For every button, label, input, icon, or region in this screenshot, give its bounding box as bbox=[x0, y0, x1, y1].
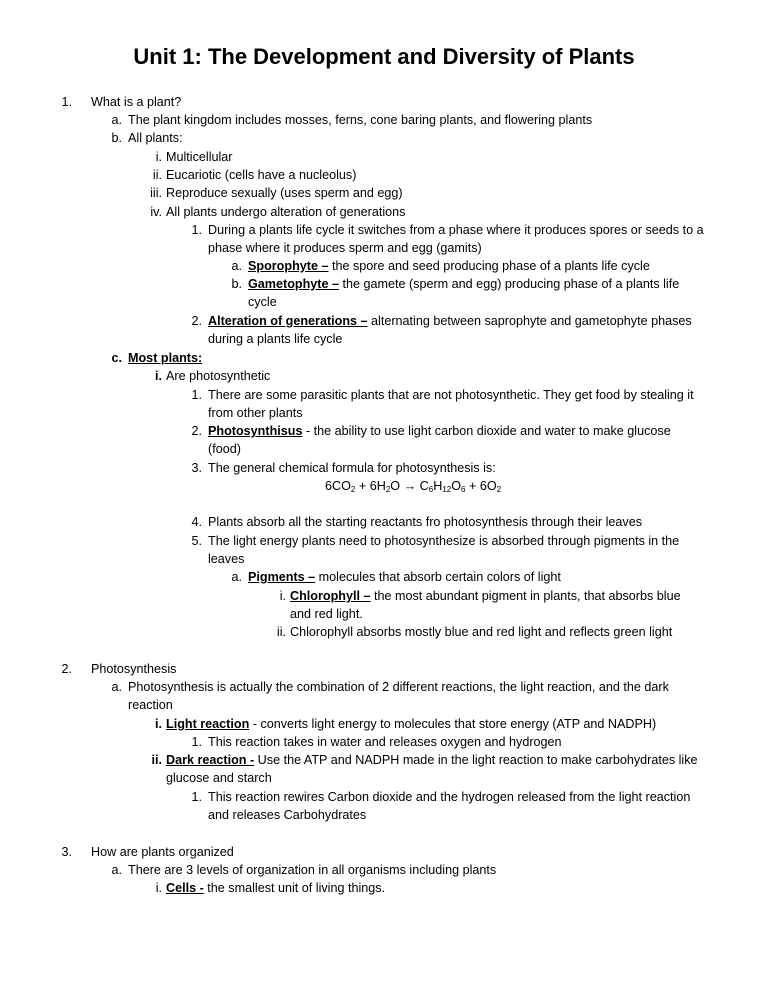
item-2a-i-1-text: This reaction takes in water and releases oxygen and hydrogen bbox=[208, 735, 562, 749]
item-1b-ii-marker: ii. bbox=[152, 168, 162, 182]
item-3a-i-marker: i. bbox=[155, 881, 162, 895]
alteration-definition bbox=[208, 314, 692, 329]
item-1a-marker: a. bbox=[111, 113, 122, 127]
item-1b-marker: b. bbox=[111, 131, 122, 145]
item-2a-ii-1-line1: This reaction rewires Carbon dioxide and the hydrogen released from the light reaction bbox=[208, 790, 691, 804]
dark-reaction-definition bbox=[166, 753, 698, 768]
cells-text: the smallest unit of living things. bbox=[203, 881, 386, 895]
term-gametophyte: Gametophyte – bbox=[248, 277, 339, 291]
item-1c-i-5-a-ii-marker: ii. bbox=[276, 625, 286, 639]
sporophyte-text: the spore and seed producing phase of a plants life cycle bbox=[328, 259, 650, 273]
item-1b-iv-2-marker: 2. bbox=[191, 314, 202, 328]
term-photosynthisus: Photosynthisus bbox=[208, 424, 303, 438]
term-pigments: Pigments – bbox=[248, 570, 316, 584]
arrow-right-icon: → bbox=[403, 479, 417, 493]
item-1b-iv-1-marker: 1. bbox=[191, 223, 202, 237]
term-sporophyte: Sporophyte – bbox=[248, 259, 329, 273]
item-1c-i-2-marker: 2. bbox=[191, 424, 202, 438]
gametophyte-definition bbox=[248, 277, 679, 292]
item-1c-i-4-marker: 4. bbox=[191, 515, 202, 529]
item-2a-i-marker: i. bbox=[155, 717, 162, 731]
item-pigments-marker: a. bbox=[231, 570, 242, 584]
item-2a-line2: reaction bbox=[128, 698, 173, 712]
item-sporophyte-marker: a. bbox=[231, 259, 242, 273]
item-1b-iv-1-line1: During a plants life cycle it switches from a phase where it produces spores or seeds to a bbox=[208, 223, 704, 237]
formula-subscript: 2 bbox=[496, 485, 502, 494]
chlorophyll-text-line2: and red light. bbox=[290, 607, 363, 621]
item-1c-i-1-marker: 1. bbox=[191, 388, 202, 402]
item-1c-i-5-line1: The light energy plants need to photosynthesize is absorbed through pigments in the bbox=[208, 534, 680, 548]
item-1b-i-text: Multicellular bbox=[166, 150, 233, 164]
term-alteration-of-generations: Alteration of generations – bbox=[208, 314, 368, 328]
item-1c-i-5-a-ii-text: Chlorophyll absorbs mostly blue and red light and reflects green light bbox=[290, 625, 673, 639]
photosynthisus-definition bbox=[208, 424, 671, 439]
gametophyte-text-line1: the gamete (sperm and egg) producing phase of a plants life bbox=[338, 277, 680, 291]
item-2a-i-1-marker: 1. bbox=[191, 735, 202, 749]
item-1b-iv-text: All plants undergo alteration of generations bbox=[166, 205, 406, 219]
cells-definition bbox=[166, 881, 385, 896]
section-2-marker: 2. bbox=[61, 662, 72, 676]
item-gametophyte-marker: b. bbox=[231, 277, 242, 291]
dark-reaction-text-line2: glucose and starch bbox=[166, 771, 272, 785]
item-1b-text: All plants: bbox=[128, 131, 183, 145]
section-3-heading: How are plants organized bbox=[91, 845, 234, 859]
item-1c-i-5-line2: leaves bbox=[208, 552, 245, 566]
item-1b-iii-text: Reproduce sexually (uses sperm and egg) bbox=[166, 186, 403, 200]
formula-subscript: 2 bbox=[350, 485, 356, 494]
item-1c-i-1-line2: from other plants bbox=[208, 406, 303, 420]
item-1c-i-3-marker: 3. bbox=[191, 461, 202, 475]
section-1-marker: 1. bbox=[61, 95, 72, 109]
gametophyte-text-line2: cycle bbox=[248, 295, 277, 309]
item-1b-iv-marker: iv. bbox=[150, 205, 162, 219]
dark-reaction-text-line1: Use the ATP and NADPH made in the light reaction to make carbohydrates like bbox=[254, 753, 698, 767]
light-reaction-definition bbox=[166, 717, 656, 732]
section-1-heading: What is a plant? bbox=[91, 95, 182, 109]
pigments-definition bbox=[248, 570, 561, 585]
term-chlorophyll: Chlorophyll – bbox=[290, 589, 371, 603]
item-1b-i-marker: i. bbox=[155, 150, 162, 164]
item-chlorophyll-marker: i. bbox=[279, 589, 286, 603]
formula-subscript: 12 bbox=[442, 485, 452, 494]
item-1c-marker: c. bbox=[111, 351, 122, 365]
formula-part: C bbox=[416, 479, 429, 493]
item-2a-line1: Photosynthesis is actually the combination of 2 different reactions, the light reaction, and the dark bbox=[128, 680, 669, 694]
item-1c-i-4-text: Plants absorb all the starting reactants fro photosynthesis through their leaves bbox=[208, 515, 643, 529]
item-2a-ii-marker: ii. bbox=[151, 753, 162, 767]
section-2-heading: Photosynthesis bbox=[91, 662, 177, 676]
formula-subscript: 6 bbox=[428, 485, 434, 494]
item-1c-i-text: Are photosynthetic bbox=[166, 369, 271, 383]
term-cells: Cells - bbox=[166, 881, 204, 895]
item-1a-text: The plant kingdom includes mosses, ferns, cone baring plants, and flowering plants bbox=[128, 113, 593, 127]
chlorophyll-definition bbox=[290, 589, 681, 604]
photosynthisus-text-line1: - the ability to use light carbon dioxide and water to make glucose bbox=[302, 424, 671, 438]
alteration-text-line1: alternating between saprophyte and gametophyte phases bbox=[367, 314, 692, 328]
item-2a-marker: a. bbox=[111, 680, 122, 694]
item-1c-i-3-text: The general chemical formula for photosynthesis is: bbox=[208, 461, 496, 475]
item-2a-ii-1-line2: and releases Carbohydrates bbox=[208, 808, 367, 822]
photosynthisus-text-line2: (food) bbox=[208, 442, 241, 456]
item-1c-i-1-line1: There are some parasitic plants that are not photosynthetic. They get food by stealing it bbox=[208, 388, 694, 402]
item-3a-marker: a. bbox=[111, 863, 122, 877]
formula-subscript: 2 bbox=[385, 485, 391, 494]
formula-part: O bbox=[451, 479, 462, 493]
formula-subscript: 6 bbox=[461, 485, 466, 494]
photosynthesis-formula bbox=[325, 479, 501, 494]
item-1c-i-marker: i. bbox=[155, 369, 162, 383]
term-light-reaction: Light reaction bbox=[166, 717, 250, 731]
page-title: Unit 1: The Development and Diversity of Plants bbox=[133, 44, 635, 69]
item-1b-iv-1-line2: phase where it produces sperm and egg (gamits) bbox=[208, 241, 482, 255]
item-3a-text: There are 3 levels of organization in all organisms including plants bbox=[128, 863, 497, 877]
item-1c-i-5-marker: 5. bbox=[191, 534, 202, 548]
item-1b-iii-marker: iii. bbox=[150, 186, 162, 200]
item-2a-ii-1-marker: 1. bbox=[191, 790, 202, 804]
sporophyte-definition bbox=[248, 259, 650, 274]
term-dark-reaction: Dark reaction - bbox=[166, 753, 255, 767]
formula-part: + 6H bbox=[355, 479, 386, 493]
section-3-marker: 3. bbox=[61, 845, 72, 859]
formula-part: + 6O bbox=[465, 479, 497, 493]
formula-part: O bbox=[390, 479, 404, 493]
item-1b-ii-text: Eucariotic (cells have a nucleolus) bbox=[166, 168, 357, 182]
alteration-text-line2: during a plants life cycle bbox=[208, 332, 343, 346]
item-1c-heading: Most plants: bbox=[128, 351, 203, 365]
light-reaction-text: - converts light energy to molecules that store energy (ATP and NADPH) bbox=[249, 717, 657, 731]
chlorophyll-text-line1: the most abundant pigment in plants, that absorbs blue bbox=[370, 589, 681, 603]
formula-part: H bbox=[433, 479, 443, 493]
formula-part: 6CO bbox=[325, 479, 351, 493]
pigments-text: molecules that absorb certain colors of light bbox=[315, 570, 561, 584]
